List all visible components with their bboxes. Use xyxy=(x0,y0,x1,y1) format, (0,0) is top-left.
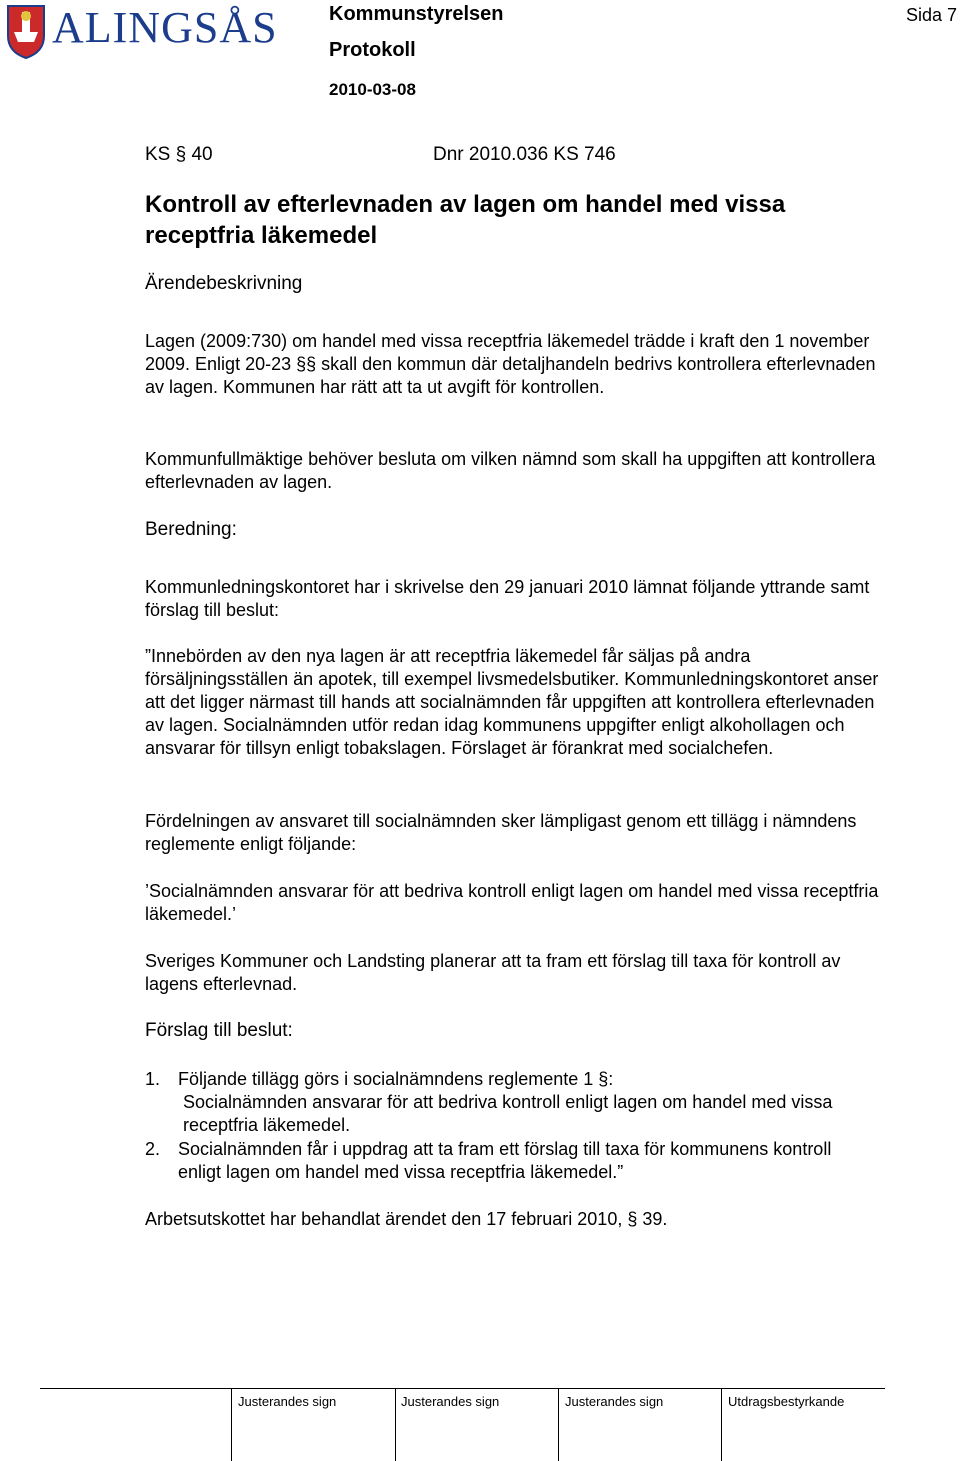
fordelning-paragraph: Fördelningen av ansvaret till socialnämnden sker lämpligast genom ett tillägg i nämndens reglemente enligt följande: xyxy=(145,811,857,854)
forslag-heading: Förslag till beslut: xyxy=(145,1020,293,1041)
list-item-subtext: Socialnämnden ansvarar för att bedriva kontroll enligt lagen om handel med vissa receptfria läkemedel. xyxy=(183,1092,833,1135)
footer-divider xyxy=(558,1388,559,1461)
alingsas-logo xyxy=(4,2,278,62)
skl-paragraph: Sveriges Kommuner och Landsting planerar att ta fram ett förslag till taxa för kontroll av lagens efterlevnad. xyxy=(145,951,841,994)
meeting-date: 2010-03-08 xyxy=(329,80,416,99)
beredning-heading: Beredning: xyxy=(145,519,237,540)
footer-justerandes-sign: Justerandes sign xyxy=(401,1394,500,1409)
coat-of-arms-icon xyxy=(4,2,48,60)
page-title: Kontroll av efterlevnaden av lagen om handel med vissa receptfria läkemedel xyxy=(145,191,786,249)
footer-divider xyxy=(395,1388,396,1461)
arendebeskrivning-heading: Ärendebeskrivning xyxy=(145,273,303,294)
document-type: Protokoll xyxy=(329,39,416,61)
list-item-text: Följande tillägg görs i socialnämndens reglemente 1 §: xyxy=(178,1069,614,1089)
footer-divider xyxy=(231,1388,232,1461)
arende-paragraph-2: Kommunfullmäktige behöver besluta om vilken nämnd som skall ha uppgiften att kontrollera efterlevnaden av lagen. xyxy=(145,449,876,492)
socialnamnden-quote: ’Socialnämnden ansvarar för att bedriva kontroll enligt lagen om handel med vissa receptfria läkemedel.’ xyxy=(145,881,879,924)
dnr-number: Dnr 2010.036 KS 746 xyxy=(433,144,616,165)
case-reference-line xyxy=(145,144,616,166)
footer-justerandes-sign: Justerandes sign xyxy=(565,1394,664,1409)
arende-paragraph-1: Lagen (2009:730) om handel med vissa receptfria läkemedel trädde i kraft den 1 november 2009. Enligt 20-23 §§ skall den kommun där detaljhandeln bedrivs kontrollera efterlevnaden av lagen. Kommunen har rätt att ta ut avgift för kontrollen. xyxy=(145,331,876,397)
list-item-text: Socialnämnden får i uppdrag att ta fram ett förslag till taxa för kommunens kontroll enligt lagen om handel med vissa receptfria läkemedel.” xyxy=(178,1139,832,1182)
page-number: Sida 7 xyxy=(906,5,958,25)
footer-divider xyxy=(721,1388,722,1461)
organization-name: Kommunstyrelsen xyxy=(329,3,504,25)
footer-rule xyxy=(40,1388,885,1389)
logo-wordmark: ALINGSÅS xyxy=(52,3,278,52)
beredning-quote: ”Innebörden av den nya lagen är att receptfria läkemedel får säljas på andra försäljningsställen än apotek, till exempel livsmedelsbutiker. Kommunledningskontoret anser att det ligger närmast till hands att socialnämnden får uppgiften att kontrollera efterlevnaden av lagen. Socialnämnden utför redan idag kommunens uppgifter enligt alkohollagen och ansvarar för tillsyn enligt tobakslagen. Förslaget är förankrat med socialchefen. xyxy=(145,646,879,758)
list-item-number: 1. xyxy=(145,1069,161,1089)
footer-justerandes-sign: Justerandes sign xyxy=(238,1394,337,1409)
ks-number: KS § 40 xyxy=(145,144,213,165)
arbetsutskottet-paragraph: Arbetsutskottet har behandlat ärendet den 17 februari 2010, § 39. xyxy=(145,1209,668,1229)
footer-utdragsbestyrkande: Utdragsbestyrkande xyxy=(728,1394,845,1409)
list-item-number: 2. xyxy=(145,1139,161,1159)
beredning-paragraph: Kommunledningskontoret har i skrivelse den 29 januari 2010 lämnat följande yttrande samt förslag till beslut: xyxy=(145,577,870,620)
